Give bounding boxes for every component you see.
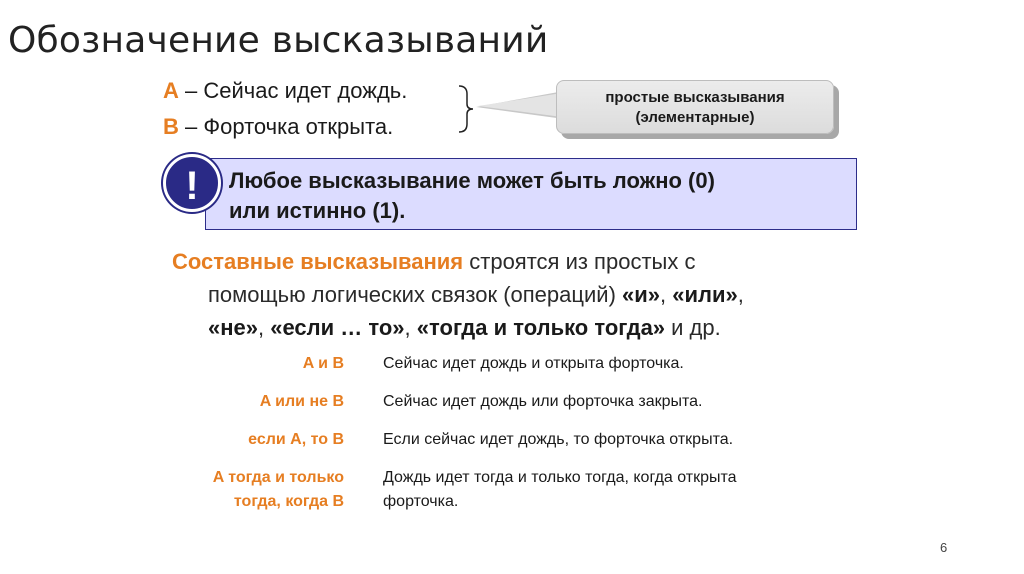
compound-term: Составные высказывания: [172, 249, 464, 274]
callout-line-2: (элементарные): [635, 109, 755, 126]
compound-text-2: помощью логических связок (операций): [208, 282, 623, 307]
sep-4: ,: [404, 315, 417, 340]
example-label-line-1: A тогда и только: [212, 469, 344, 486]
exclamation-icon: !: [163, 154, 221, 212]
example-text: Сейчас идет дождь и открыта форточка.: [383, 355, 684, 372]
page-title: Обозначение высказываний: [8, 20, 549, 61]
note-line-2: или истинно (1).: [229, 198, 406, 223]
op-iff: «тогда и только тогда»: [416, 315, 666, 340]
simple-statements-callout: [556, 80, 834, 134]
simple-statement-a: [163, 78, 407, 104]
example-text: Если сейчас идет дождь, то форточка открыта.: [383, 431, 734, 448]
sep-3: ,: [258, 315, 271, 340]
op-and: «и»: [622, 282, 661, 307]
op-not: «не»: [208, 315, 258, 340]
page-number: 6: [940, 540, 948, 555]
compound-statements-paragraph: [172, 245, 872, 344]
example-label: A и B: [302, 355, 344, 372]
note-text: [229, 166, 715, 226]
example-text-line-1: Дождь идет тогда и только тогда, когда открыта: [383, 469, 737, 486]
compound-line-3: [172, 311, 872, 344]
op-if: «если … то»: [270, 315, 405, 340]
variable-a: A: [163, 78, 179, 103]
callout-line-1: простые высказывания: [605, 89, 785, 106]
example-text: [383, 466, 873, 514]
example-label: A или не B: [259, 393, 344, 410]
variable-b: B: [163, 114, 179, 139]
note-line-1: Любое высказывание может быть ложно (0): [229, 168, 715, 193]
statement-b-text: – Форточка открыта.: [185, 114, 394, 139]
example-text: Сейчас идет дождь или форточка закрыта.: [383, 393, 703, 410]
compound-line-2: [172, 278, 872, 311]
example-text-line-2: форточка.: [383, 493, 459, 510]
example-label: [120, 466, 344, 514]
statement-a-text: – Сейчас идет дождь.: [185, 78, 408, 103]
simple-statement-b: [163, 114, 393, 140]
sep-1: ,: [660, 282, 673, 307]
compound-tail: и др.: [665, 315, 721, 340]
example-label: если A, то B: [248, 431, 344, 448]
op-or: «или»: [672, 282, 738, 307]
compound-text-1: строятся из простых с: [463, 249, 696, 274]
example-label-line-2: тогда, когда B: [233, 493, 344, 510]
callout-pointer-icon: [476, 85, 566, 125]
sep-2: ,: [737, 282, 744, 307]
